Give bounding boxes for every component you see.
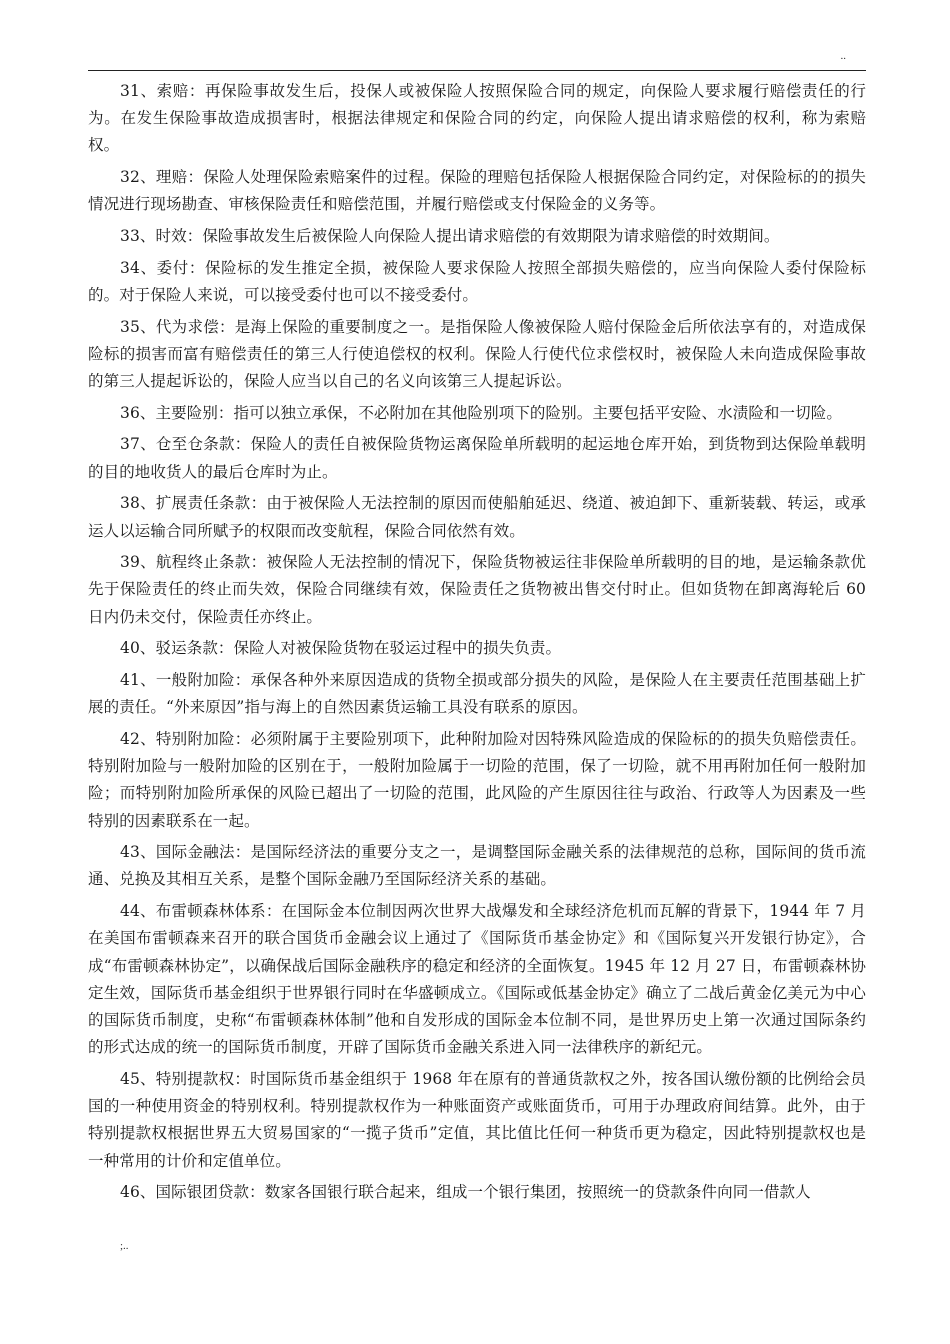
paragraph-39-voyage-termination: 39、航程终止条款：被保险人无法控制的情况下，保险货物被运往非保险单所载明的目的地，是运输条款优先于保险责任的终止而失效，保险合同继续有效，保险责任之货物被出售交付时止。但如货物在卸离海轮后 60 日内仍未交付，保险责任亦终止。 [88,553,866,626]
page-header-mark: .. [840,50,846,62]
paragraph-45-special-drawing-rights: 45、特别提款权：时国际货币基金组织于 1968 年在原有的普通货款权之外，按各国认缴份额的比例给会员国的一种使用资金的特别权利。特别提款权作为一种账面资产或账面货币，可用于办理政府间结算。此外，由于特别提款权根据世界五大贸易国家的“一揽子货币”定值，其比值比任何一种货币更为稳定，因此特别提款权也是一种常用的计价和定值单位。 [88,1069,866,1170]
paragraph-35-subrogation: 35、代为求偿：是海上保险的重要制度之一。是指保险人像被保险人赔付保险金后所依法享有的，对造成保险标的损害而富有赔偿责任的第三人行使追偿权的权利。保险人行使代位求偿权时，被保险人未向造成保险事故的第三人提起诉讼的，保险人应当以自己的名义向该第三人提起诉讼。 [88,317,866,391]
document-body [88,78,866,1211]
paragraph-33-limitation: 33、时效：保险事故发生后被保险人向保险人提出请求赔偿的有效期限为请求赔偿的时效期间。 [120,227,780,246]
paragraph-43-international-finance-law: 43、国际金融法：是国际经济法的重要分支之一，是调整国际金融关系的法律规范的总称，国际间的货币流通、兑换及其相互关系，是整个国际金融乃至国际经济关系的基础。 [88,843,866,889]
paragraph-40-lighterage-clause: 40、驳运条款：保险人对被保险货物在驳运过程中的损失负责。 [120,639,562,658]
paragraph-38-extended-liability: 38、扩展责任条款：由于被保险人无法控制的原因而使船舶延迟、绕道、被迫卸下、重新装载、转运，或承运人以运输合同所赋予的权限而改变航程，保险合同依然有效。 [88,494,866,540]
page-footer-mark: ;.. [120,1240,129,1252]
paragraph-41-general-additional: 41、一般附加险：承保各种外来原因造成的货物全损或部分损失的风险，是保险人在主要责任范围基础上扩展的责任。“外来原因”指与海上的自然因素货运输工具没有联系的原因。 [88,671,866,717]
paragraph-32-claim-settlement: 32、理赔：保险人处理保险索赔案件的过程。保险的理赔包括保险人根据保险合同约定，对保险标的的损失情况进行现场勘查、审核保险责任和赔偿范围，并履行赔偿或支付保险金的义务等。 [88,168,866,214]
paragraph-42-special-additional: 42、特别附加险：必须附属于主要险别项下，此种附加险对因特殊风险造成的保险标的的损失负赔偿责任。特别附加险与一般附加险的区别在于，一般附加险属于一切险的范围，保了一切险，就不用再附加任何一般附加险；而特别附加险所承保的风险已超出了一切险的范围，此风险的产生原因往往与政治、行政等人为因素及一些特别的因素联系在一起。 [88,729,866,830]
paragraph-31-claim: 31、索赔：再保险事故发生后，投保人或被保险人按照保险合同的规定，向保险人要求履行赔偿责任的行为。在发生保险事故造成损害时，根据法律规定和保险合同的约定，向保险人提出请求赔偿的权利，称为索赔权。 [88,82,866,155]
paragraph-44-bretton-woods: 44、布雷顿森林体系：在国际金本位制因两次世界大战爆发和全球经济危机而瓦解的背景下，1944 年 7 月在美国布雷顿森来召开的联合国货币金融会议上通过了《国际货币基金协定》和《国际复兴开发银行协定》，合成“布雷顿森林协定”，以确保战后国际金融秩序的稳定和经济的全面恢复。1945 年 12 月 27 日，布雷顿森林协定生效，国际货币基金组织于世界银行同时在华盛顿成立。《国际或低基金协定》确立了二战后黄金亿美元为中心的国际货币制度，史称“布雷顿森林体制”他和自发形成的国际金本位制不同，是世界历史上第一次通过国际条约的形式达成的统一的国际货币制度，开辟了国际货币金融关系进入同一法律秩序的新纪元。 [88,902,866,1057]
header-divider [88,70,866,71]
paragraph-34-abandonment: 34、委付：保险标的发生推定全损，被保险人要求保险人按照全部损失赔偿的，应当向保险人委付保险标的。对于保险人来说，可以接受委付也可以不接受委付。 [88,258,866,304]
paragraph-36-main-coverage: 36、主要险别：指可以独立承保，不必附加在其他险别项下的险别。主要包括平安险、水渍险和一切险。 [120,403,842,422]
paragraph-46-syndicated-loan: 46、国际银团贷款：数家各国银行联合起来，组成一个银行集团，按照统一的贷款条件向同一借款人 [120,1183,811,1202]
paragraph-37-warehouse-clause: 37、仓至仓条款：保险人的责任自被保险货物运离保险单所载明的起运地仓库开始，到货物到达保险单载明的目的地收货人的最后仓库时为止。 [88,435,866,481]
